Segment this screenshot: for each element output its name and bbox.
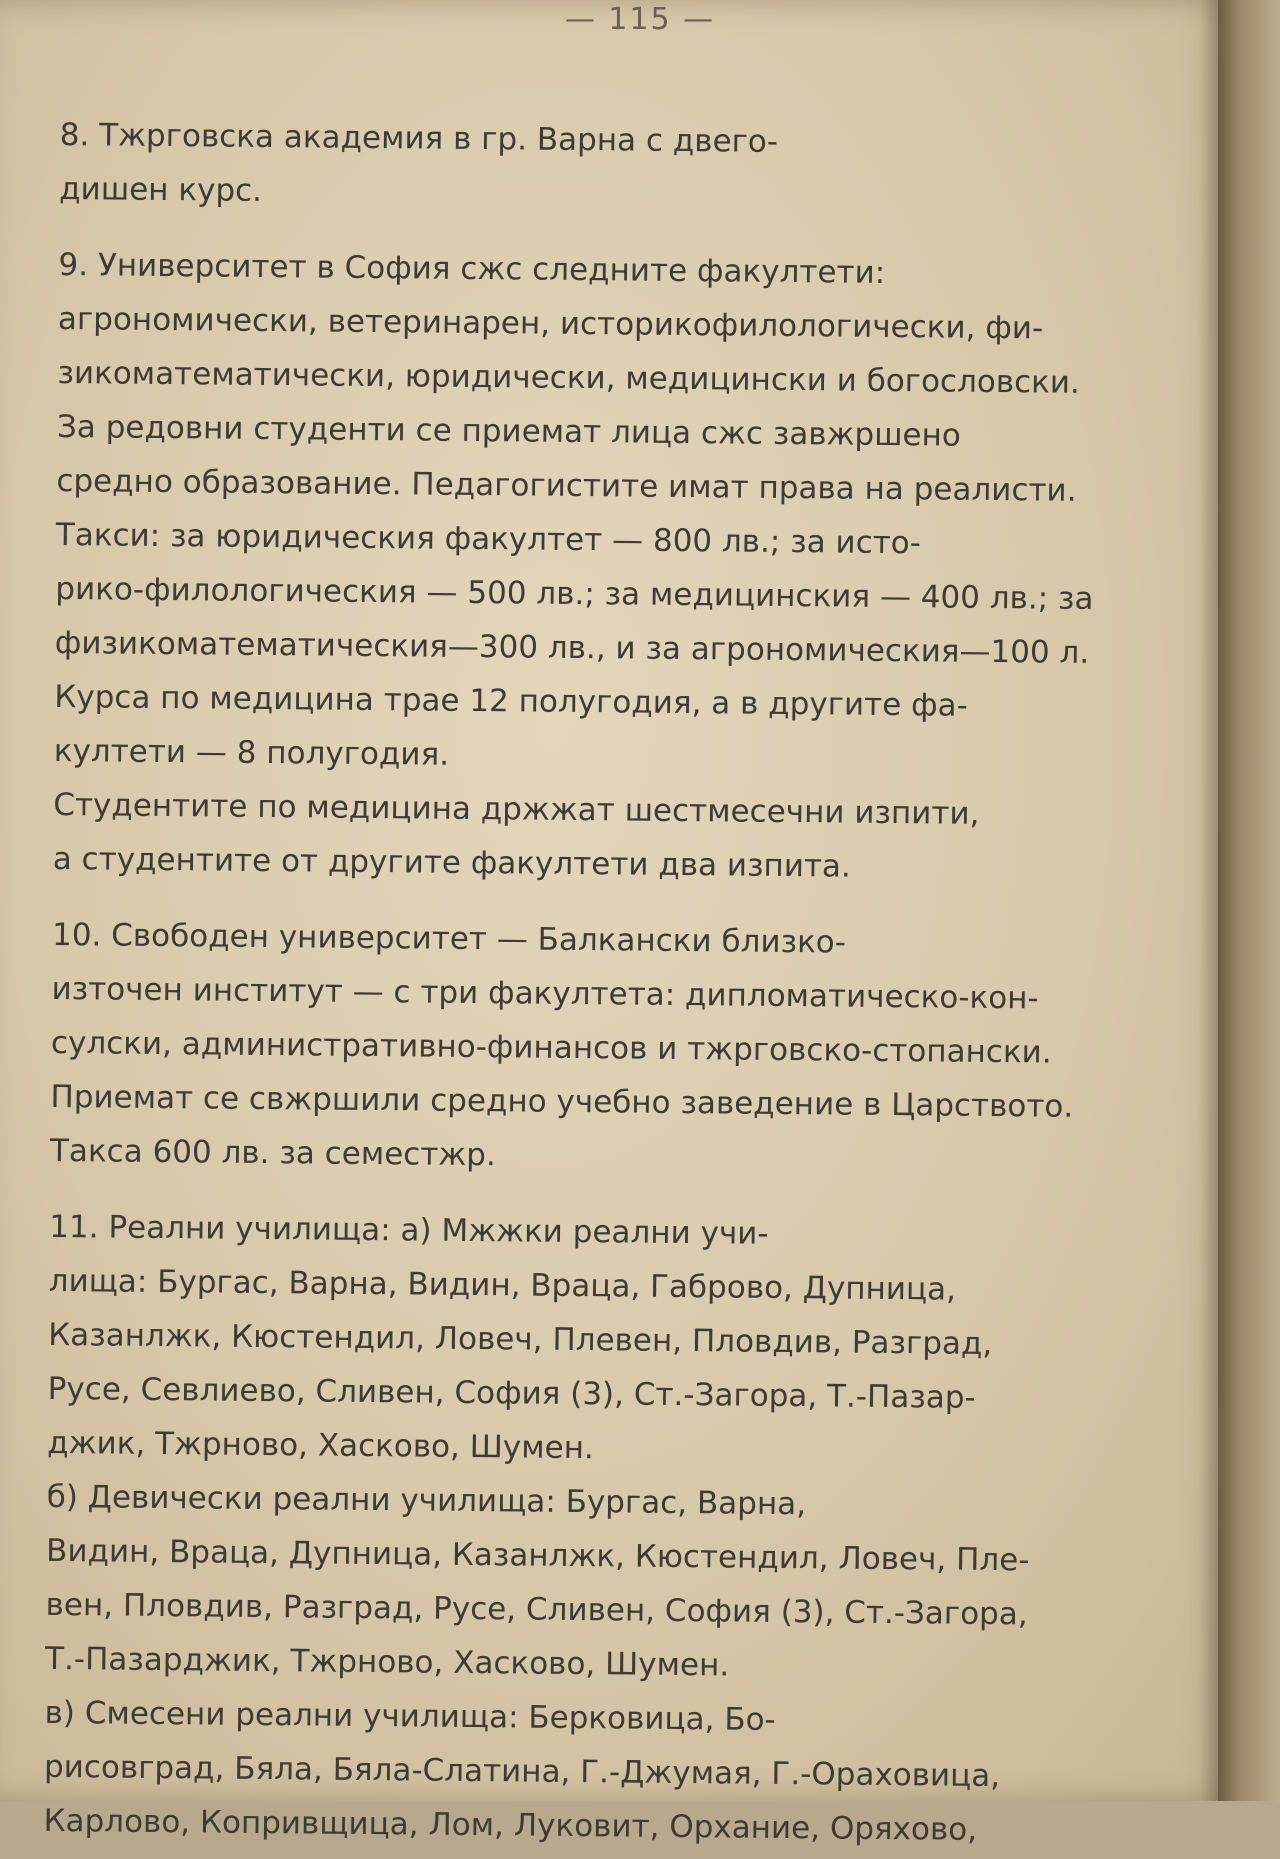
text-line: Приемат се свжршили средно учебно заведение в Царството. bbox=[50, 1078, 1074, 1125]
text-line: лища: Бургас, Варна, Видин, Враца, Габрово, Дупница, bbox=[48, 1262, 957, 1308]
text-line: Такси: за юридическия факултет — 800 лв.; за исто- bbox=[55, 516, 922, 562]
text-line: култети — 8 полугодия. bbox=[53, 732, 450, 773]
text-line: 11. Реални училища: а) Мжжки реални учи- bbox=[49, 1208, 769, 1252]
text-line: рисовград, Бяла, Бяла-Слатина, Г.-Джумая, Г.-Ораховица, bbox=[43, 1748, 1001, 1795]
text-line: За редовни студенти се приемат лица сжс завжршено bbox=[56, 408, 962, 454]
text-line: зикоматематически, юридически, медицински и богословски. bbox=[57, 354, 1081, 401]
text-line: 8. Тжрговска академия в гр. Варна с двего- bbox=[59, 116, 779, 160]
text-line: Студентите по медицина држжат шестмесечни изпити, bbox=[53, 786, 980, 832]
book-gutter bbox=[1218, 0, 1280, 1801]
text-line: в) Смесени реални училища: Берковица, Бо- bbox=[44, 1694, 776, 1738]
text-line: агрономически, ветеринарен, историкофилологически, фи- bbox=[57, 300, 1044, 347]
text-line: 9. Университет в София сжс следните факултети: bbox=[58, 246, 886, 291]
text-line: 10. Свободен университет — Балкански близко- bbox=[51, 916, 847, 961]
text-line: физикоматематическия—300 лв., и за агрономическия—100 л. bbox=[54, 624, 1090, 671]
text-line: а студентите от другите факултети два изпита. bbox=[52, 840, 852, 885]
text-line: Курса по медицина трае 12 полугодия, а в другите фа- bbox=[54, 678, 968, 724]
page-text bbox=[43, 108, 1220, 1859]
text-line: сулски, административно-финансов и тжрговско-стопански. bbox=[50, 1024, 1052, 1071]
text-line: дишен курс. bbox=[59, 170, 263, 209]
text-line: Такса 600 лв. за семестжр. bbox=[49, 1132, 496, 1174]
text-line: източен институт — с три факултета: дипломатическо-кон- bbox=[51, 970, 1039, 1017]
text-line: Русе, Севлиево, Сливен, София (3), Ст.-Загора, Т.-Пазар- bbox=[47, 1370, 976, 1416]
text-line: Казанлжк, Кюстендил, Ловеч, Плевен, Пловдив, Разград, bbox=[48, 1316, 993, 1363]
text-line: вен, Пловдив, Разград, Русе, Сливен, София (3), Ст.-Загора, bbox=[45, 1586, 1028, 1633]
text-line: Видин, Враца, Дупница, Казанлжк, Кюстендил, Ловеч, Пле- bbox=[45, 1532, 1030, 1579]
text-line: б) Девически реални училища: Бургас, Варна, bbox=[46, 1478, 807, 1523]
page-number: — 115 — bbox=[564, 2, 716, 37]
text-line: джик, Тжрново, Хасково, Шумен. bbox=[47, 1424, 594, 1467]
text-line: рико-филологическия — 500 лв.; за медицинския — 400 лв.; за bbox=[55, 570, 1094, 617]
text-line: средно образование. Педагогистите имат права на реалисти. bbox=[56, 462, 1077, 509]
text-line: Т.-Пазарджик, Тжрново, Хасково, Шумен. bbox=[44, 1640, 730, 1684]
text-line: Карлово, Копривщица, Лом, Луковит, Орхание, Оряхово, bbox=[43, 1802, 978, 1848]
